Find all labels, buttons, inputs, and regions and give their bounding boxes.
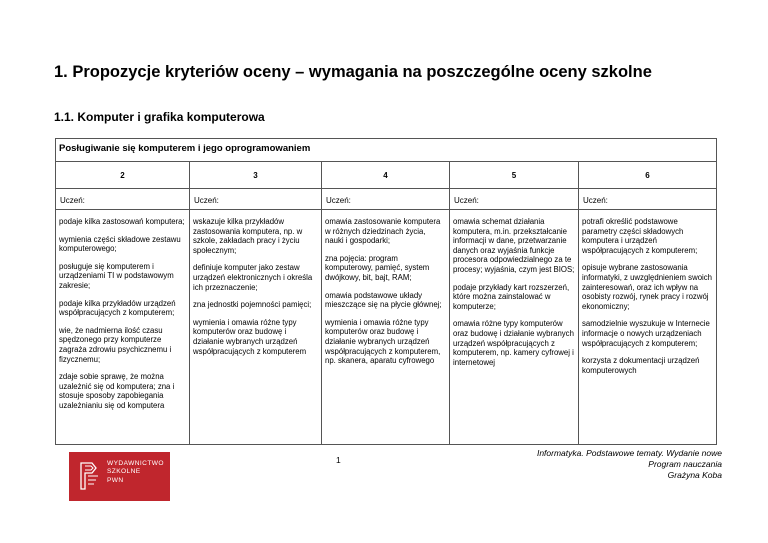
criterion-item: wymienia i omawia różne typy komputerów oraz budowę i działanie wybranych urządzeń współpracujących z komputerem, np. skanera, aparatu cyfrowego (325, 317, 441, 366)
grade-5-criteria (450, 210, 579, 445)
criterion-item: opisuje wybrane zastosowania informatyki, z uwzględnieniem swoich zainteresowań, oraz ich wpływ na osobisty rozwój, rynek pracy i rozwój ekonomiczny; (582, 263, 713, 311)
footer-line: Grażyna Koba (667, 470, 722, 480)
logo-line: SZKOLNE (107, 468, 141, 476)
criterion-item: omawia schemat działania komputera, m.in. przekształcanie informacji w dane, przetwarzanie danych oraz wyjaśnia funkcje procesora odpowiedzialnego za te procesy; wyjaśnia, czym jest BIOS; (453, 217, 575, 274)
criterion-item: potrafi określić podstawowe parametry części składowych komputera i urządzeń współpracujących z komputerem; (582, 217, 698, 255)
criterion-item: podaje kilka przykładów urządzeń współpracujących z komputerem; (59, 298, 176, 318)
criteria-content-row (56, 210, 717, 445)
grade-3-header: 3 (190, 162, 322, 189)
section-subheading: 1.1. Komputer i grafika komputerowa (54, 110, 265, 124)
grading-criteria-table (55, 138, 717, 445)
criterion-item: definiuje komputer jako zestaw urządzeń elektronicznych i określa ich przeznaczenie; (193, 263, 313, 292)
criterion-item: zna pojęcia: program komputerowy, pamięć, system dwójkowy, bit, bajt, RAM; (325, 253, 430, 282)
criterion-item: zna jednostki pojemności pamięci; (193, 300, 312, 310)
criterion-item: korzysta z dokumentacji urządzeń komputerowych (582, 356, 700, 375)
logo-line: WYDAWNICTWO (107, 460, 164, 467)
student-label: Uczeń: (190, 189, 322, 210)
student-label: Uczeń: (450, 189, 579, 210)
grade-2-header: 2 (56, 162, 190, 189)
footer-info (537, 448, 722, 481)
student-label-row (56, 189, 717, 210)
criterion-item: zdaje sobie sprawę, że można uzależnić się od komputera; zna i stosuje sposoby zapobiegania uzależnianiu się od komputera (59, 372, 175, 410)
table-section-row (56, 139, 717, 162)
criterion-item: wie, że nadmierna ilość czasu spędzonego przy komputerze zagraża zdrowiu psychicznemu i fizycznemu; (59, 325, 172, 364)
student-label: Uczeń: (56, 189, 190, 210)
criterion-item: wskazuje kilka przykładów zastosowania komputera, np. w szkole, zakładach pracy i życiu społecznym; (193, 217, 303, 255)
criterion-item: wymienia części składowe zestawu komputerowego; (59, 234, 181, 254)
table-section-title: Posługiwanie się komputerem i jego oprogramowaniem (56, 139, 717, 162)
publisher-logo (69, 452, 170, 501)
grade-header-row (56, 162, 717, 189)
criterion-item: wymienia i omawia różne typy komputerów oraz budowę i działanie wybranych urządzeń współpracujących z komputerem (193, 317, 307, 356)
publisher-logo-text (107, 460, 164, 485)
grade-2-criteria (56, 210, 190, 445)
criterion-item: podaje kilka zastosowań komputera; (59, 217, 185, 226)
criterion-item: posługuje się komputerem i urządzeniami TI w podstawowym zakresie; (59, 261, 174, 290)
criterion-item: omawia różne typy komputerów oraz budowę i działanie wybranych urządzeń współpracujących z komputerem, np. kamery cyfrowej i internetowej (453, 319, 574, 367)
grade-6-header: 6 (579, 162, 717, 189)
footer-line: Informatyka. Podstawowe tematy. Wydanie nowe (536, 448, 722, 458)
page-heading: 1. Propozycje kryteriów oceny – wymagania na poszczególne oceny szkolne (54, 63, 652, 81)
criterion-item: omawia zastosowanie komputera w różnych dziedzinach życia, nauki i gospodarki; (325, 217, 441, 246)
logo-line: PWN (107, 476, 124, 484)
grade-6-criteria (579, 210, 717, 445)
student-label: Uczeń: (579, 189, 717, 210)
criterion-item: samodzielnie wyszukuje w Internecie informacje o nowych urządzeniach współpracujących z komputerem; (582, 319, 710, 348)
grade-3-criteria (190, 210, 322, 445)
pwn-emblem-icon (79, 460, 101, 492)
page-number: 1 (336, 455, 341, 465)
grade-4-header: 4 (322, 162, 450, 189)
criterion-item: podaje przykłady kart rozszerzeń, które można zainstalować w komputerze; (453, 282, 570, 311)
student-label: Uczeń: (322, 189, 450, 210)
footer-line: Program nauczania (648, 459, 722, 469)
grade-5-header: 5 (450, 162, 579, 189)
criterion-item: omawia podstawowe układy mieszczące się na płycie głównej; (325, 290, 442, 310)
grade-4-criteria (322, 210, 450, 445)
